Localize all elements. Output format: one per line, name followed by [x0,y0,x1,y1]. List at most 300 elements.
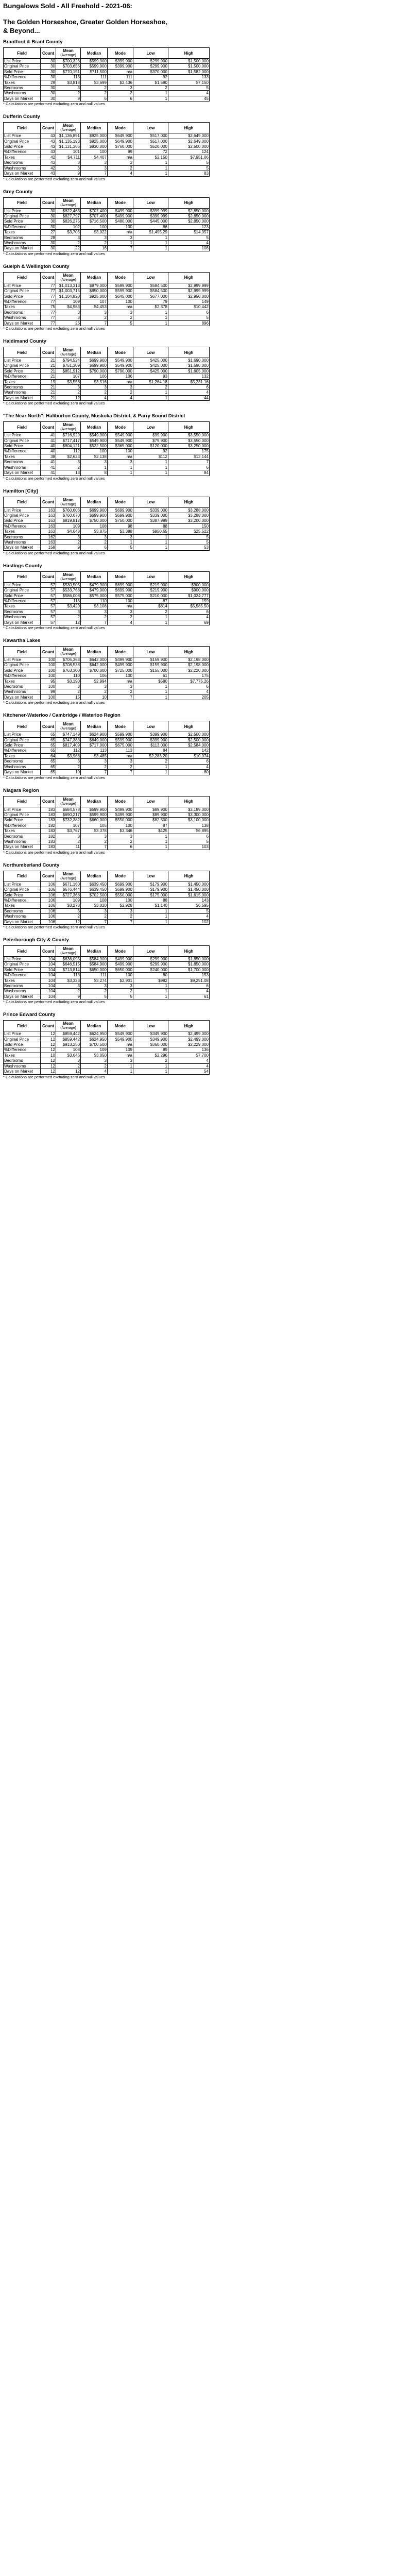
cell-low: $1,495.29 [133,230,168,235]
cell-median: $639,450 [81,887,108,892]
calculation-note: * Calculations are performed excluding zero and null values [3,1074,105,1079]
cell-field: %Difference [4,1047,41,1053]
cell-field: Original Price [4,588,41,593]
cell-median: $716,500 [81,219,108,224]
cell-mean: $4,648 [56,529,81,534]
column-header-label: Count [42,1023,55,1028]
cell-mode: $699,900 [108,582,133,587]
column-header-label: Mode [115,50,126,56]
cell-mode: $790,000 [108,368,133,374]
column-header-label: Count [42,275,55,280]
cell-count: 183 [41,844,56,850]
cell-count: 183 [41,818,56,823]
cell-high: 4 [168,240,210,245]
cell-median: $599,900 [81,64,108,69]
cell-count: 183 [41,807,56,812]
column-header-label: Count [42,350,55,355]
cell-mean: 2 [56,839,81,844]
column-header-median [81,197,108,208]
table-row-sold-price [4,967,210,972]
column-header-mean [56,571,81,582]
cell-median: $850,000 [81,289,108,294]
stats-table [3,347,210,401]
cell-median: 3 [81,160,108,165]
cell-count: 41 [41,465,56,470]
cell-mean: $3,818 [56,80,81,85]
cell-high: 103 [168,844,210,850]
cell-mode: 4 [108,395,133,400]
header-row [4,48,210,59]
cell-median: $649,000 [81,737,108,742]
cell-mode: 2 [108,165,133,171]
column-header-field [4,796,41,807]
table-row-pct-difference [4,748,210,753]
table-row-bedrooms [4,235,210,240]
table-row-original-price [4,213,210,218]
mean-average-sublabel: (Average) [60,876,76,880]
table-row-original-price [4,737,210,742]
cell-mean: $851,912 [56,368,81,374]
cell-high: 6 [168,385,210,390]
column-header-median [81,871,108,882]
cell-low: 1 [133,545,168,550]
cell-count: 183 [41,828,56,834]
stats-table [3,272,210,326]
column-header-count [41,796,56,807]
cell-count: 106 [41,892,56,897]
cell-high: $1,024,777 [168,593,210,598]
cell-count: 77 [41,315,56,320]
cell-low: 1 [133,1063,168,1069]
table-row-washrooms [4,315,210,320]
cell-field: Days on Market [4,994,41,999]
column-header-low [133,272,168,283]
cell-low: 1 [133,460,168,465]
cell-high: 4 [168,91,210,96]
cell-field: Days on Market [4,470,41,476]
cell-mean: 13 [56,470,81,476]
cell-median: $3,485 [81,753,108,758]
cell-high: 124 [168,149,210,155]
table-row-washrooms [4,764,210,769]
cell-count: 12 [41,1031,56,1037]
region-section [3,788,409,855]
column-header-label: Count [42,500,55,504]
cell-mode: $499,900 [108,657,133,663]
table-row-taxes [4,753,210,758]
cell-field: Bedrooms [4,235,41,240]
stats-table [3,122,210,176]
cell-mean: $671,160 [56,882,81,887]
cell-low: $89,900 [133,812,168,817]
column-header-median [81,272,108,283]
cell-count: 182 [41,823,56,828]
cell-low: $399,999 [133,208,168,213]
cell-mode: $549,900 [108,363,133,368]
cell-low: $517,000 [133,139,168,144]
cell-median: $925,000 [81,133,108,139]
cell-low: 79 [133,299,168,304]
cell-high: 5 [168,160,210,165]
cell-mode: $649,900 [108,139,133,144]
cell-high: $3,200,000 [168,518,210,523]
cell-mode: $599,900 [108,732,133,737]
cell-high: $1,582,000 [168,69,210,74]
cell-count: 57 [41,582,56,587]
cell-low: 1 [133,615,168,620]
column-header-mean [56,272,81,283]
cell-high: 4 [168,914,210,919]
table-row-sold-price [4,1042,210,1047]
cell-mode: $650,000 [108,967,133,972]
cell-field: Original Price [4,1037,41,1042]
column-header-high [168,647,210,657]
cell-high: 153 [168,973,210,978]
column-header-label: Mean [63,572,74,577]
cell-field: %Difference [4,823,41,828]
table-row-bedrooms [4,834,210,839]
table-row-sold-price [4,818,210,823]
table-row-original-price [4,289,210,294]
cell-mean: $3,323 [56,978,81,983]
cell-mean: $763,300 [56,668,81,673]
cell-high: $2,500,000 [168,144,210,149]
cell-field: Washrooms [4,689,41,694]
column-header-label: Count [42,125,55,130]
cell-field: Sold Price [4,593,41,598]
cell-field: %Difference [4,523,41,529]
column-header-label: High [184,649,194,654]
column-header-mean [56,123,81,133]
column-header-label: High [184,874,194,879]
cell-low: $399,900 [133,732,168,737]
cell-count: 162 [41,534,56,539]
cell-field: Sold Price [4,69,41,74]
cell-field: Days on Market [4,844,41,850]
cell-field: Taxes [4,604,41,609]
region-section [3,189,409,257]
cell-mean: $819,812 [56,518,81,523]
cell-low: $113,000 [133,743,168,748]
column-header-label: Median [87,425,101,430]
column-header-mean [56,422,81,433]
column-header-median [81,721,108,732]
stats-table [3,571,210,625]
cell-high: $1,450,000 [168,882,210,887]
table-row-washrooms [4,240,210,245]
calculation-note: * Calculations are performed excluding zero and null values [3,925,105,929]
column-header-label: Mean [63,497,74,502]
column-header-count [41,647,56,657]
cell-low: $1,590 [133,80,168,85]
cell-high: 150 [168,523,210,529]
cell-high: 138 [168,823,210,828]
column-header-label: Mode [115,874,126,879]
region-title: Hamilton [City] [3,488,38,494]
cell-median: 2 [81,240,108,245]
cell-mode: 113 [108,748,133,753]
mean-average-sublabel: (Average) [60,502,76,506]
column-header-label: Low [146,799,155,804]
cell-mode: 100 [108,224,133,229]
column-header-label: High [184,200,194,205]
cell-mean: 102 [56,224,81,229]
cell-mean: $859,442 [56,1031,81,1037]
region-section [3,39,409,107]
cell-low: 1 [133,834,168,839]
column-header-label: Mode [115,948,126,954]
cell-count: 163 [41,518,56,523]
table-row-bedrooms [4,385,210,390]
cell-low: $219,900 [133,582,168,587]
cell-count: 41 [41,433,56,438]
cell-low: 1 [133,694,168,700]
column-header-label: High [184,574,194,580]
cell-median: 2 [81,689,108,694]
table-row-days-on-market [4,1069,210,1074]
cell-field: Sold Price [4,368,41,374]
cell-median: $750,000 [81,518,108,523]
cell-median: $2,138 [81,454,108,459]
cell-median: $3,875 [81,529,108,534]
cell-high: 6 [168,684,210,689]
calculation-note: * Calculations are performed excluding zero and null values [3,850,105,855]
cell-count: 12 [41,1069,56,1074]
cell-count: 104 [41,994,56,999]
cell-mean: 3 [56,235,81,240]
column-header-high [168,796,210,807]
header-row [4,796,210,807]
cell-field: Taxes [4,230,41,235]
column-header-label: Mean [63,722,74,727]
cell-mean: $530,505 [56,582,81,587]
cell-mode: $550,000 [108,892,133,897]
calculation-note: * Calculations are performed excluding zero and null values [3,700,105,705]
cell-high: $3,550,000 [168,433,210,438]
cell-median: $650,000 [81,967,108,972]
table-row-list-price [4,358,210,363]
column-header-median [81,946,108,957]
cell-mode: n/a [108,454,133,459]
cell-median: 3 [81,759,108,764]
cell-mean: 110 [56,673,81,679]
cell-count: 21 [41,390,56,395]
cell-mean: $4,983 [56,304,81,310]
column-header-high [168,721,210,732]
column-header-low [133,647,168,657]
column-header-label: Median [87,1023,101,1028]
cell-mode: 100 [108,673,133,679]
cell-count: 10 [41,1053,56,1058]
cell-mean: 26 [56,320,81,326]
cell-mean: 108 [56,1047,81,1053]
table-row-original-price [4,1037,210,1042]
cell-low: $89,900 [133,807,168,812]
cell-mode: 100 [108,598,133,603]
cell-median: $3,022 [81,230,108,235]
cell-field: %Difference [4,673,41,679]
column-header-high [168,946,210,957]
table-row-washrooms [4,1063,210,1069]
table-row-washrooms [4,914,210,919]
table-row-days-on-market [4,96,210,101]
cell-mean: $3,646 [56,1053,81,1058]
column-header-field [4,422,41,433]
cell-high: 5 [168,86,210,91]
cell-low: 1 [133,246,168,251]
cell-high: 5 [168,315,210,320]
cell-mean: $2,623 [56,454,81,459]
cell-field: List Price [4,732,41,737]
cell-mean: $770,151 [56,69,81,74]
cell-count: 41 [41,438,56,443]
cell-mode: 6 [108,96,133,101]
stats-table [3,721,210,775]
cell-high: 149 [168,299,210,304]
cell-mode: 2 [108,764,133,769]
cell-low: $370,000 [133,69,168,74]
cell-mean: $747,383 [56,737,81,742]
table-row-pct-difference [4,449,210,454]
cell-mean: 3 [56,385,81,390]
region-section [3,413,409,481]
cell-mean: 109 [56,299,81,304]
cell-low: $210,000 [133,593,168,598]
table-row-pct-difference [4,75,210,80]
cell-field: Washrooms [4,989,41,994]
cell-field: Taxes [4,155,41,160]
column-header-mode [108,871,133,882]
table-row-bedrooms [4,1058,210,1063]
cell-mode: 1 [108,240,133,245]
cell-low: $1,264.18 [133,379,168,384]
cell-high: 4 [168,989,210,994]
cell-high: $2,850,000 [168,208,210,213]
cell-count: 158 [41,545,56,550]
cell-high: $3,100,000 [168,818,210,823]
table-row-bedrooms [4,86,210,91]
cell-count: 106 [41,919,56,924]
table-row-taxes [4,230,210,235]
cell-median: 111 [81,75,108,80]
cell-high: 175 [168,449,210,454]
cell-low: $445,000 [133,219,168,224]
table-row-taxes [4,379,210,384]
cell-mean: 3 [56,165,81,171]
cell-mode: 2 [108,839,133,844]
cell-mode: $3,346 [108,828,133,834]
cell-high: $1,500,000 [168,64,210,69]
cell-median: $699,900 [81,363,108,368]
cell-count: 42 [41,155,56,160]
column-header-label: Median [87,649,101,654]
cell-mean: 3 [56,534,81,539]
cell-high: $2,850,000 [168,213,210,218]
cell-mode: $549,900 [108,1037,133,1042]
table-row-washrooms [4,390,210,395]
cell-median: $925,000 [81,294,108,299]
cell-mean: 2 [56,689,81,694]
cell-field: Days on Market [4,919,41,924]
cell-count: 38 [41,454,56,459]
cell-median: $660,000 [81,818,108,823]
cell-median: 3 [81,908,108,913]
cell-mean: 3 [56,1058,81,1063]
cell-mean: $794,524 [56,358,81,363]
cell-field: Taxes [4,679,41,684]
cell-mode: 7 [108,246,133,251]
cell-low: 1 [133,320,168,326]
cell-mode: $699,900 [108,882,133,887]
header-row [4,871,210,882]
cell-low: 1 [133,470,168,476]
header-row [4,347,210,358]
header-row [4,197,210,208]
cell-mean: 9 [56,171,81,176]
cell-field: Original Price [4,887,41,892]
table-row-pct-difference [4,673,210,679]
cell-low: $175,000 [133,892,168,897]
cell-mean: $859,442 [56,1037,81,1042]
cell-low: $425 [133,828,168,834]
column-header-label: Mode [115,125,126,130]
column-header-label: Mode [115,724,126,729]
cell-field: Original Price [4,812,41,817]
table-row-sold-price [4,368,210,374]
cell-mean: 11 [56,844,81,850]
column-header-high [168,197,210,208]
column-header-label: Count [42,50,55,56]
cell-mode: 3 [108,609,133,614]
region-title: Dufferin County [3,114,40,120]
column-header-low [133,197,168,208]
column-header-mean [56,721,81,732]
cell-field: Days on Market [4,770,41,775]
cell-field: Original Price [4,139,41,144]
table-row-days-on-market [4,171,210,176]
table-row-bedrooms [4,160,210,165]
stats-table [3,47,210,101]
column-header-label: Mean [63,48,74,53]
cell-mean: $676,444 [56,887,81,892]
column-header-field [4,48,41,59]
region-section [3,1012,409,1079]
cell-count: 21 [41,363,56,368]
column-header-label: Mode [115,425,126,430]
cell-high: 4 [168,689,210,694]
cell-median: $711,500 [81,69,108,74]
cell-high: 61 [168,994,210,999]
cell-high: $2,950,000 [168,294,210,299]
cell-field: Bedrooms [4,984,41,989]
cell-count: 21 [41,368,56,374]
cell-count: 43 [41,149,56,155]
cell-count: 29 [41,80,56,85]
column-header-low [133,571,168,582]
cell-mode: $499,900 [108,213,133,218]
cell-low: 1 [133,839,168,844]
column-header-label: Count [42,649,55,654]
cell-median: $930,000 [81,144,108,149]
cell-mode: 2 [108,689,133,694]
cell-field: Days on Market [4,96,41,101]
cell-high: $900,000 [168,582,210,587]
column-header-label: High [184,50,194,56]
cell-median: 100 [81,224,108,229]
cell-high: 175 [168,673,210,679]
cell-mean: 3 [56,160,81,165]
column-header-median [81,347,108,358]
